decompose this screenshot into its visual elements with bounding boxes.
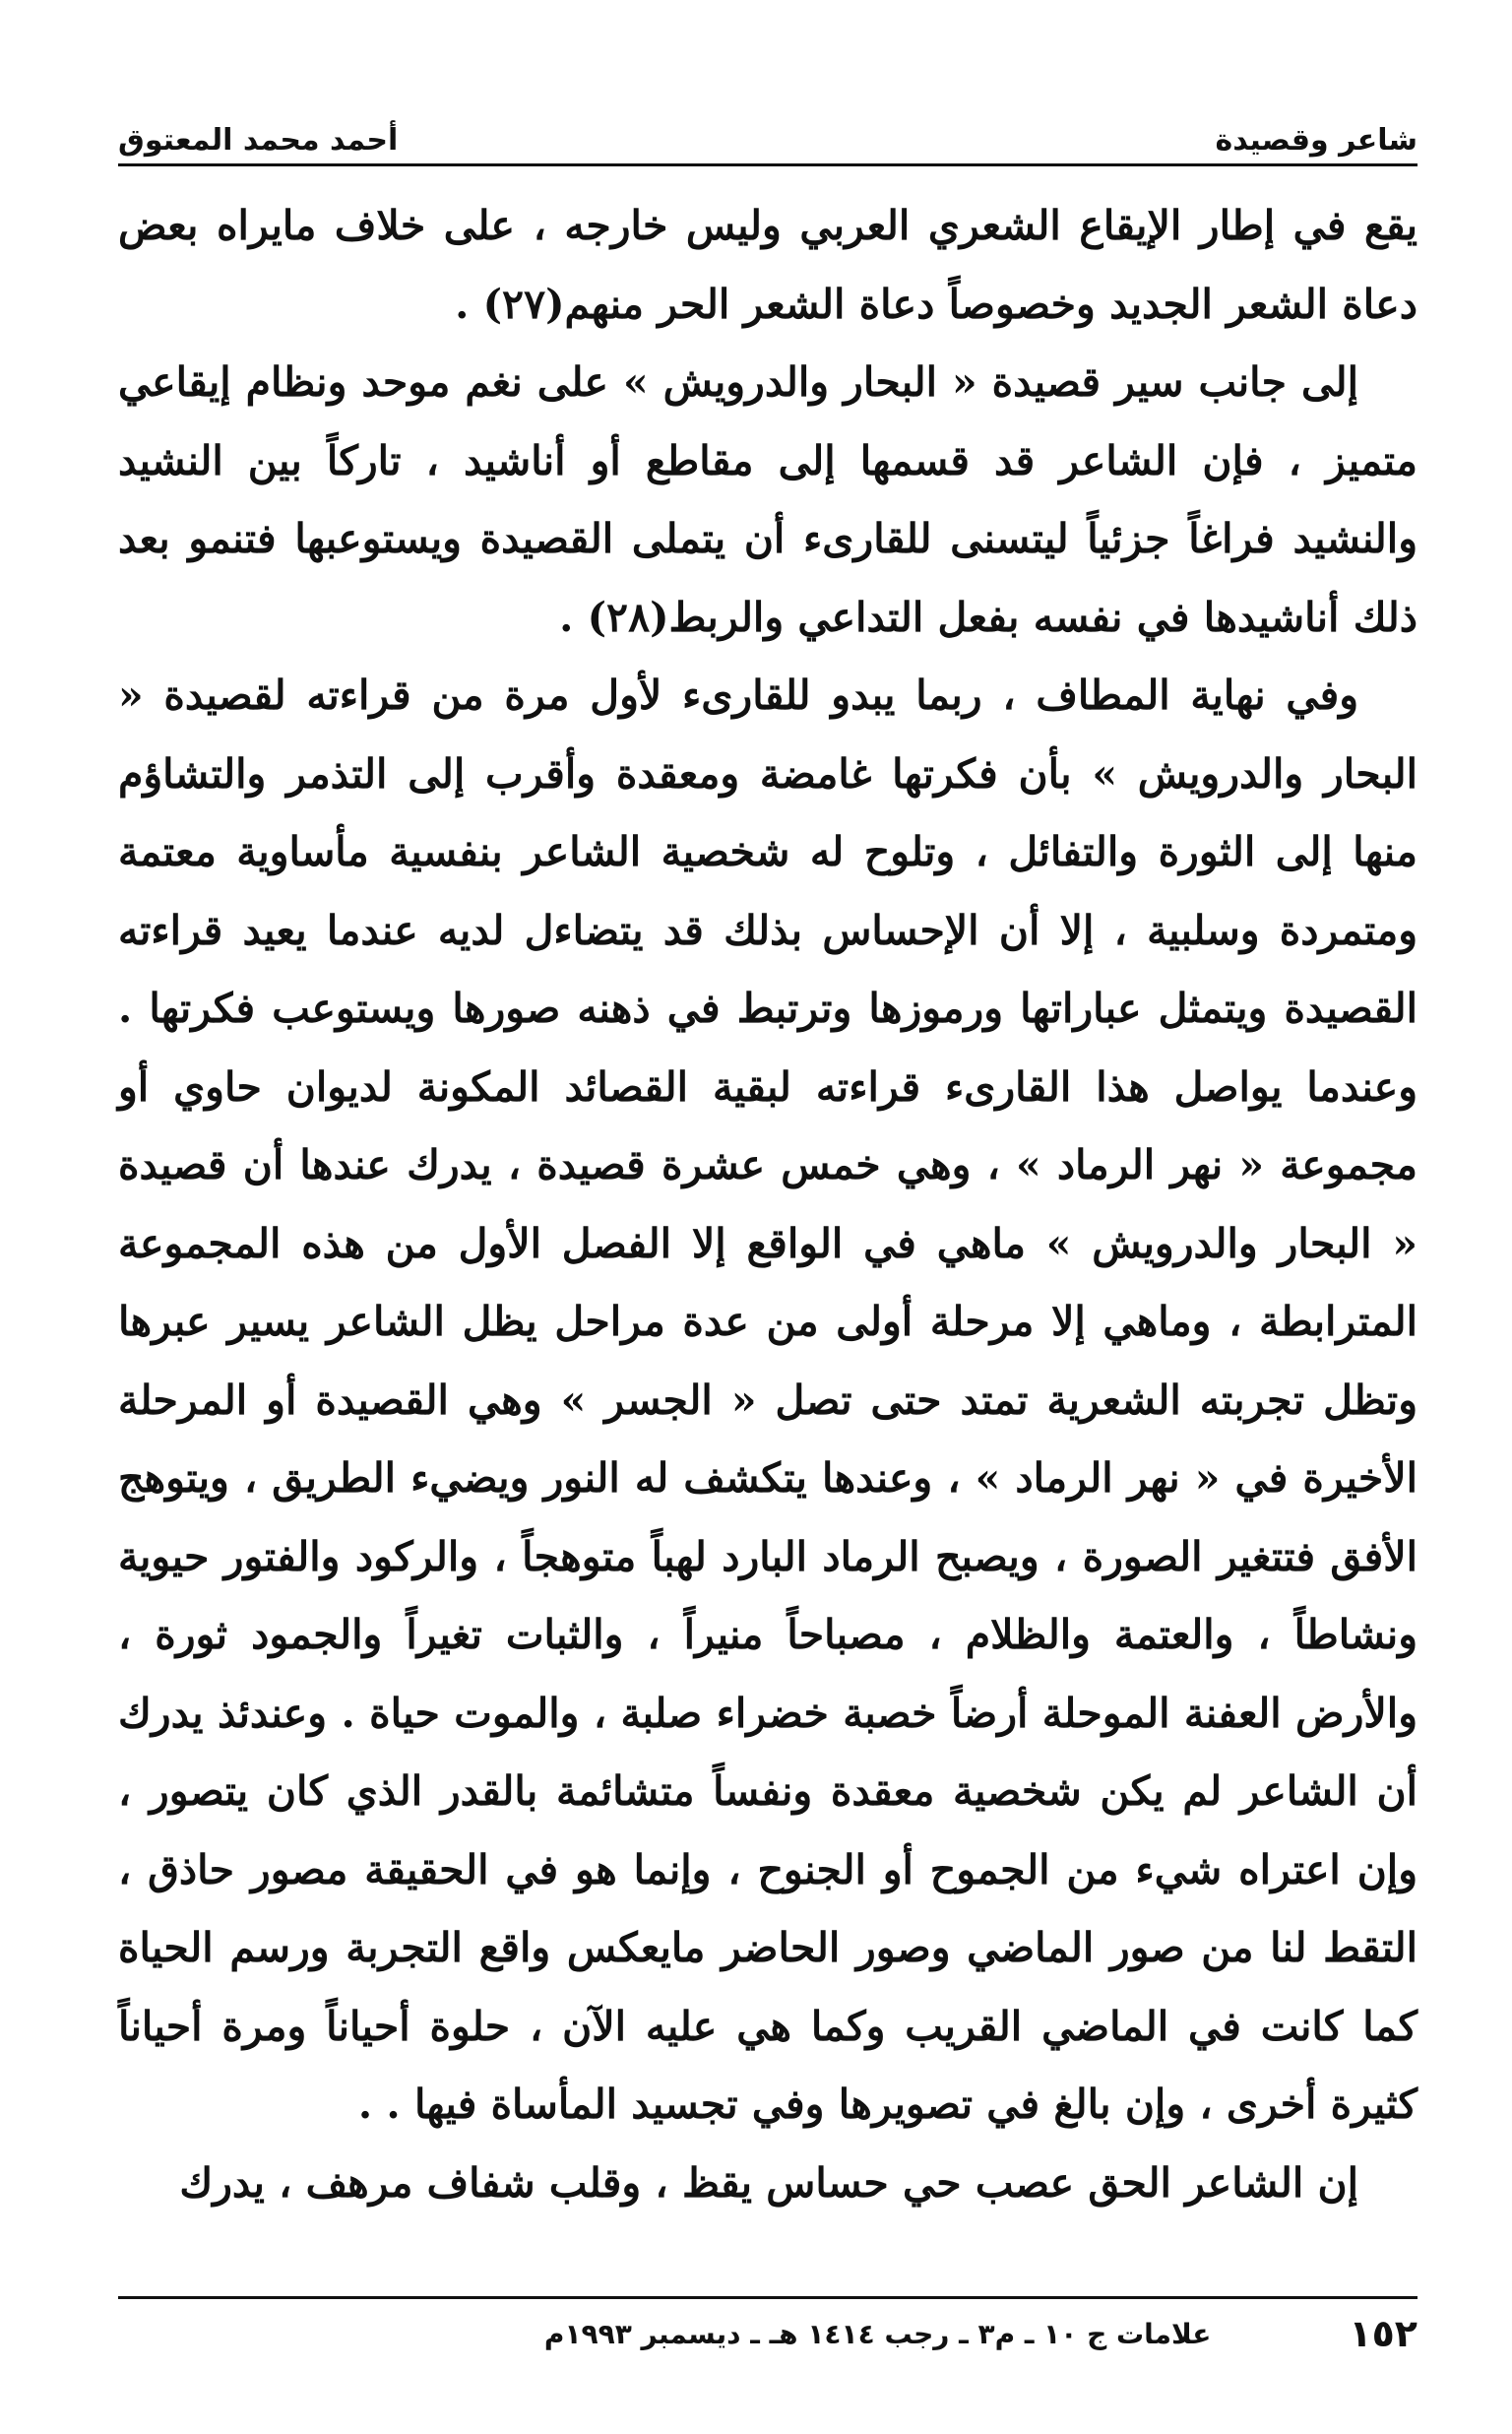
section-title: شاعر وقصيدة [1215, 123, 1418, 158]
journal-citation: علامات ج ١٠ ـ م٣ ـ رجب ١٤١٤ هـ ـ ديسمبر ١٩٩٣م [543, 2317, 1212, 2350]
header-rule [118, 163, 1418, 166]
running-header [118, 98, 1418, 158]
author-name: أحمد محمد المعتوق [118, 123, 399, 158]
paragraph-1: يقع في إطار الإيقاع الشعري العربي وليس خارجه ، على خلاف مايراه بعض دعاة الشعر الجديد وخصوصاً دعاة الشعر الحر منهم(٢٧) . [118, 202, 1418, 328]
page-number: ١٥٢ [1349, 2312, 1418, 2355]
paragraph-3: وفي نهاية المطاف ، ربما يبدو للقارىء لأول مرة من قراءته لقصيدة « البحار والدرويش » بأن فكرتها غامضة ومعقدة وأقرب إلى التذمر والتشاؤم منها إلى الثورة والتفائل ، وتلوح له شخصية الشاعر بنفسية مأساوية معتمة ومتمردة وسلبية ، إلا أن الإحساس بذلك قد يتضاءل لديه عندما يعيد قراءته القصيدة ويتمثل عباراتها ورموزها وترتبط في ذهنه صورها ويستوعب فكرتها . وعندما يواصل هذا القارىء قراءته لبقية القصائد المكونة لديوان حاوي أو مجموعة « نهر الرماد » ، وهي خمس عشرة قصيدة ، يدرك عندها أن قصيدة « البحار والدرويش » ماهي في الواقع إلا الفصل الأول من هذه المجموعة المترابطة ، وماهي إلا مرحلة أولى من عدة مراحل يظل الشاعر يسير عبرها وتظل تجربته الشعرية تمتد حتى تصل « الجسر » وهي القصيدة أو المرحلة الأخيرة في « نهر الرماد » ، وعندها يتكشف له النور ويضيء الطريق ، ويتوهج الأفق فتتغير الصورة ، ويصبح الرماد البارد لهباً متوهجاً ، والركود والفتور حيوية ونشاطاً ، والعتمة والظلام ، مصباحاً منيراً ، والثبات تغيراً والجمود ثورة ، والأرض العفنة الموحلة أرضاً خصبة خضراء صلبة ، والموت حياة . وعندئذ يدرك أن الشاعر لم يكن شخصية معقدة ونفساً متشائمة بالقدر الذي كان يتصور ، وإن اعتراه شيء من الجموح أو الجنوح ، وإنما هو في الحقيقة مصور حاذق ، التقط لنا من صور الماضي وصور الحاضر مايعكس واقع التجربة ورسم الحياة كما كانت في الماضي القريب وكما هي عليه الآن ، حلوة أحياناً ومرة أحياناً كثيرة أخرى ، وإن بالغ في تصويرها وفي تجسيد المأساة فيها . . [118, 672, 1418, 2128]
document-page [118, 79, 1418, 2363]
running-footer [118, 2306, 1418, 2361]
paragraph-4: إن الشاعر الحق عصب حي حساس يقظ ، وقلب شفاف مرهف ، يدرك [179, 2158, 1358, 2207]
footer-rule [118, 2296, 1418, 2299]
paragraph-2: إلى جانب سير قصيدة « البحار والدرويش » على نغم موحد ونظام إيقاعي متميز ، فإن الشاعر قد قسمها إلى مقاطع أو أناشيد ، تاركاً بين النشيد والنشيد فراغاً جزئياً ليتسنى للقارىء أن يتملى القصيدة ويستوعبها فتنمو بعد ذلك أناشيدها في نفسه بفعل التداعي والربط(٢٨) . [118, 358, 1418, 641]
body-text [118, 187, 1418, 2222]
